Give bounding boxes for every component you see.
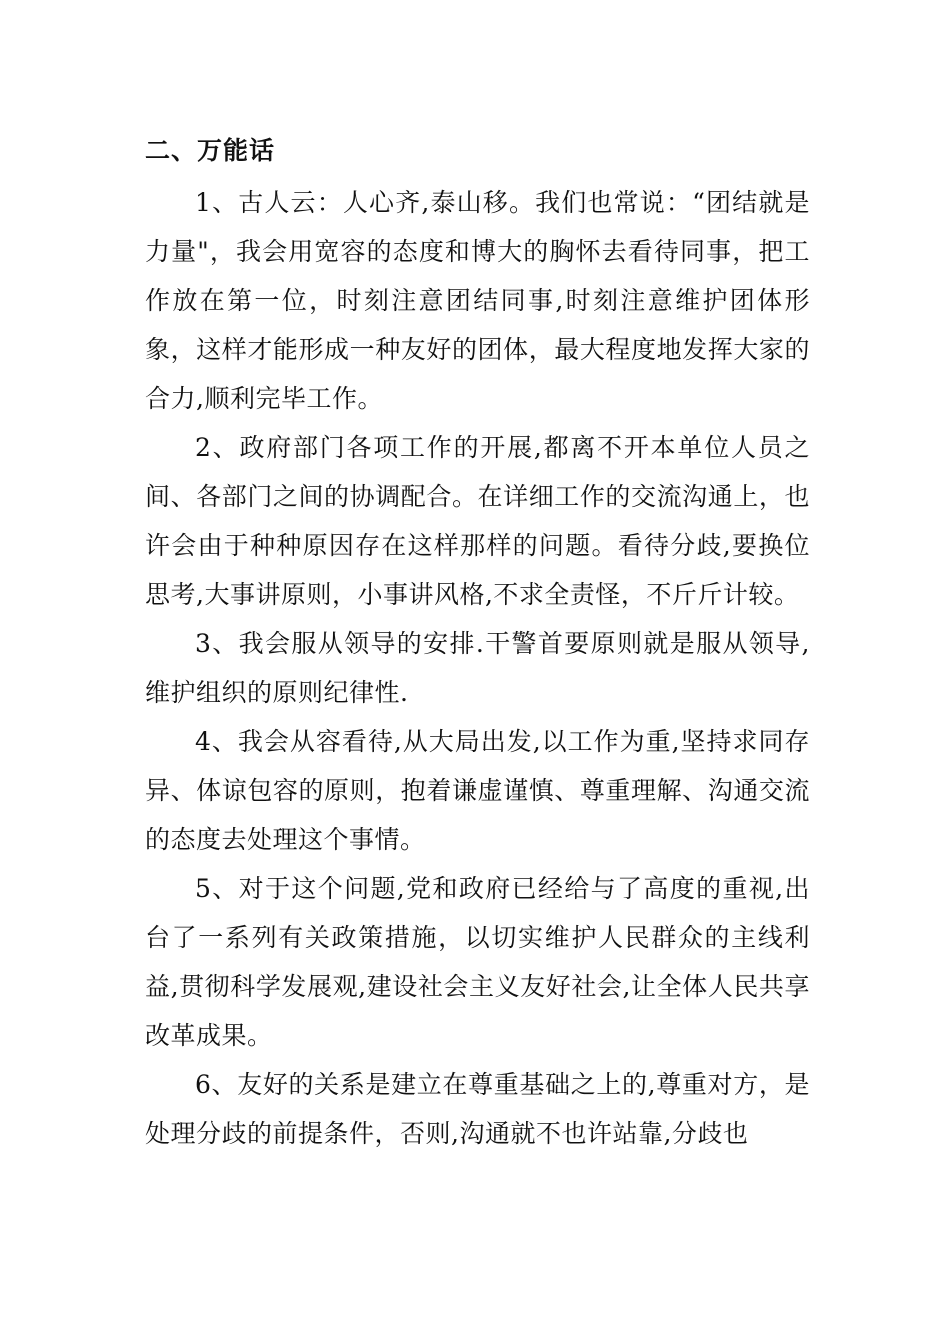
paragraph-6: 6、友好的关系是建立在尊重基础之上的,尊重对方，是处理分歧的前提条件，否则,沟通就不也许站靠,分歧也 — [145, 1070, 810, 1148]
paragraph-3: 3、我会服从领导的安排.干警首要原则就是服从领导,维护组织的原则纪律性. — [145, 629, 810, 707]
paragraph-1: 1、古人云：人心齐,泰山移。我们也常说：“团结就是力量"，我会用宽容的态度和博大的胸怀去看待同事，把工作放在第一位，时刻注意团结同事,时刻注意维护团体形象，这样才能形成一种友好的团体，最大程度地发挥大家的合力,顺利完毕工作。 — [145, 188, 810, 413]
body-text — [145, 178, 810, 1158]
paragraph-4: 4、我会从容看待,从大局出发,以工作为重,坚持求同存异、体谅包容的原则，抱着谦虚谨慎、尊重理解、沟通交流的态度去处理这个事情。 — [145, 727, 810, 854]
paragraph-5: 5、对于这个问题,党和政府已经给与了高度的重视,出台了一系列有关政策措施，以切实维护人民群众的主线利益,贯彻科学发展观,建设社会主义友好社会,让全体人民共享改革成果。 — [145, 874, 810, 1050]
paragraph-2: 2、政府部门各项工作的开展,都离不开本单位人员之间、各部门之间的协调配合。在详细工作的交流沟通上，也许会由于种种原因存在这样那样的问题。看待分歧,要换位思考,大事讲原则，小事讲风格,不求全责怪，不斤斤计较。 — [145, 433, 810, 609]
section-heading: 二、万能话 — [145, 136, 276, 165]
